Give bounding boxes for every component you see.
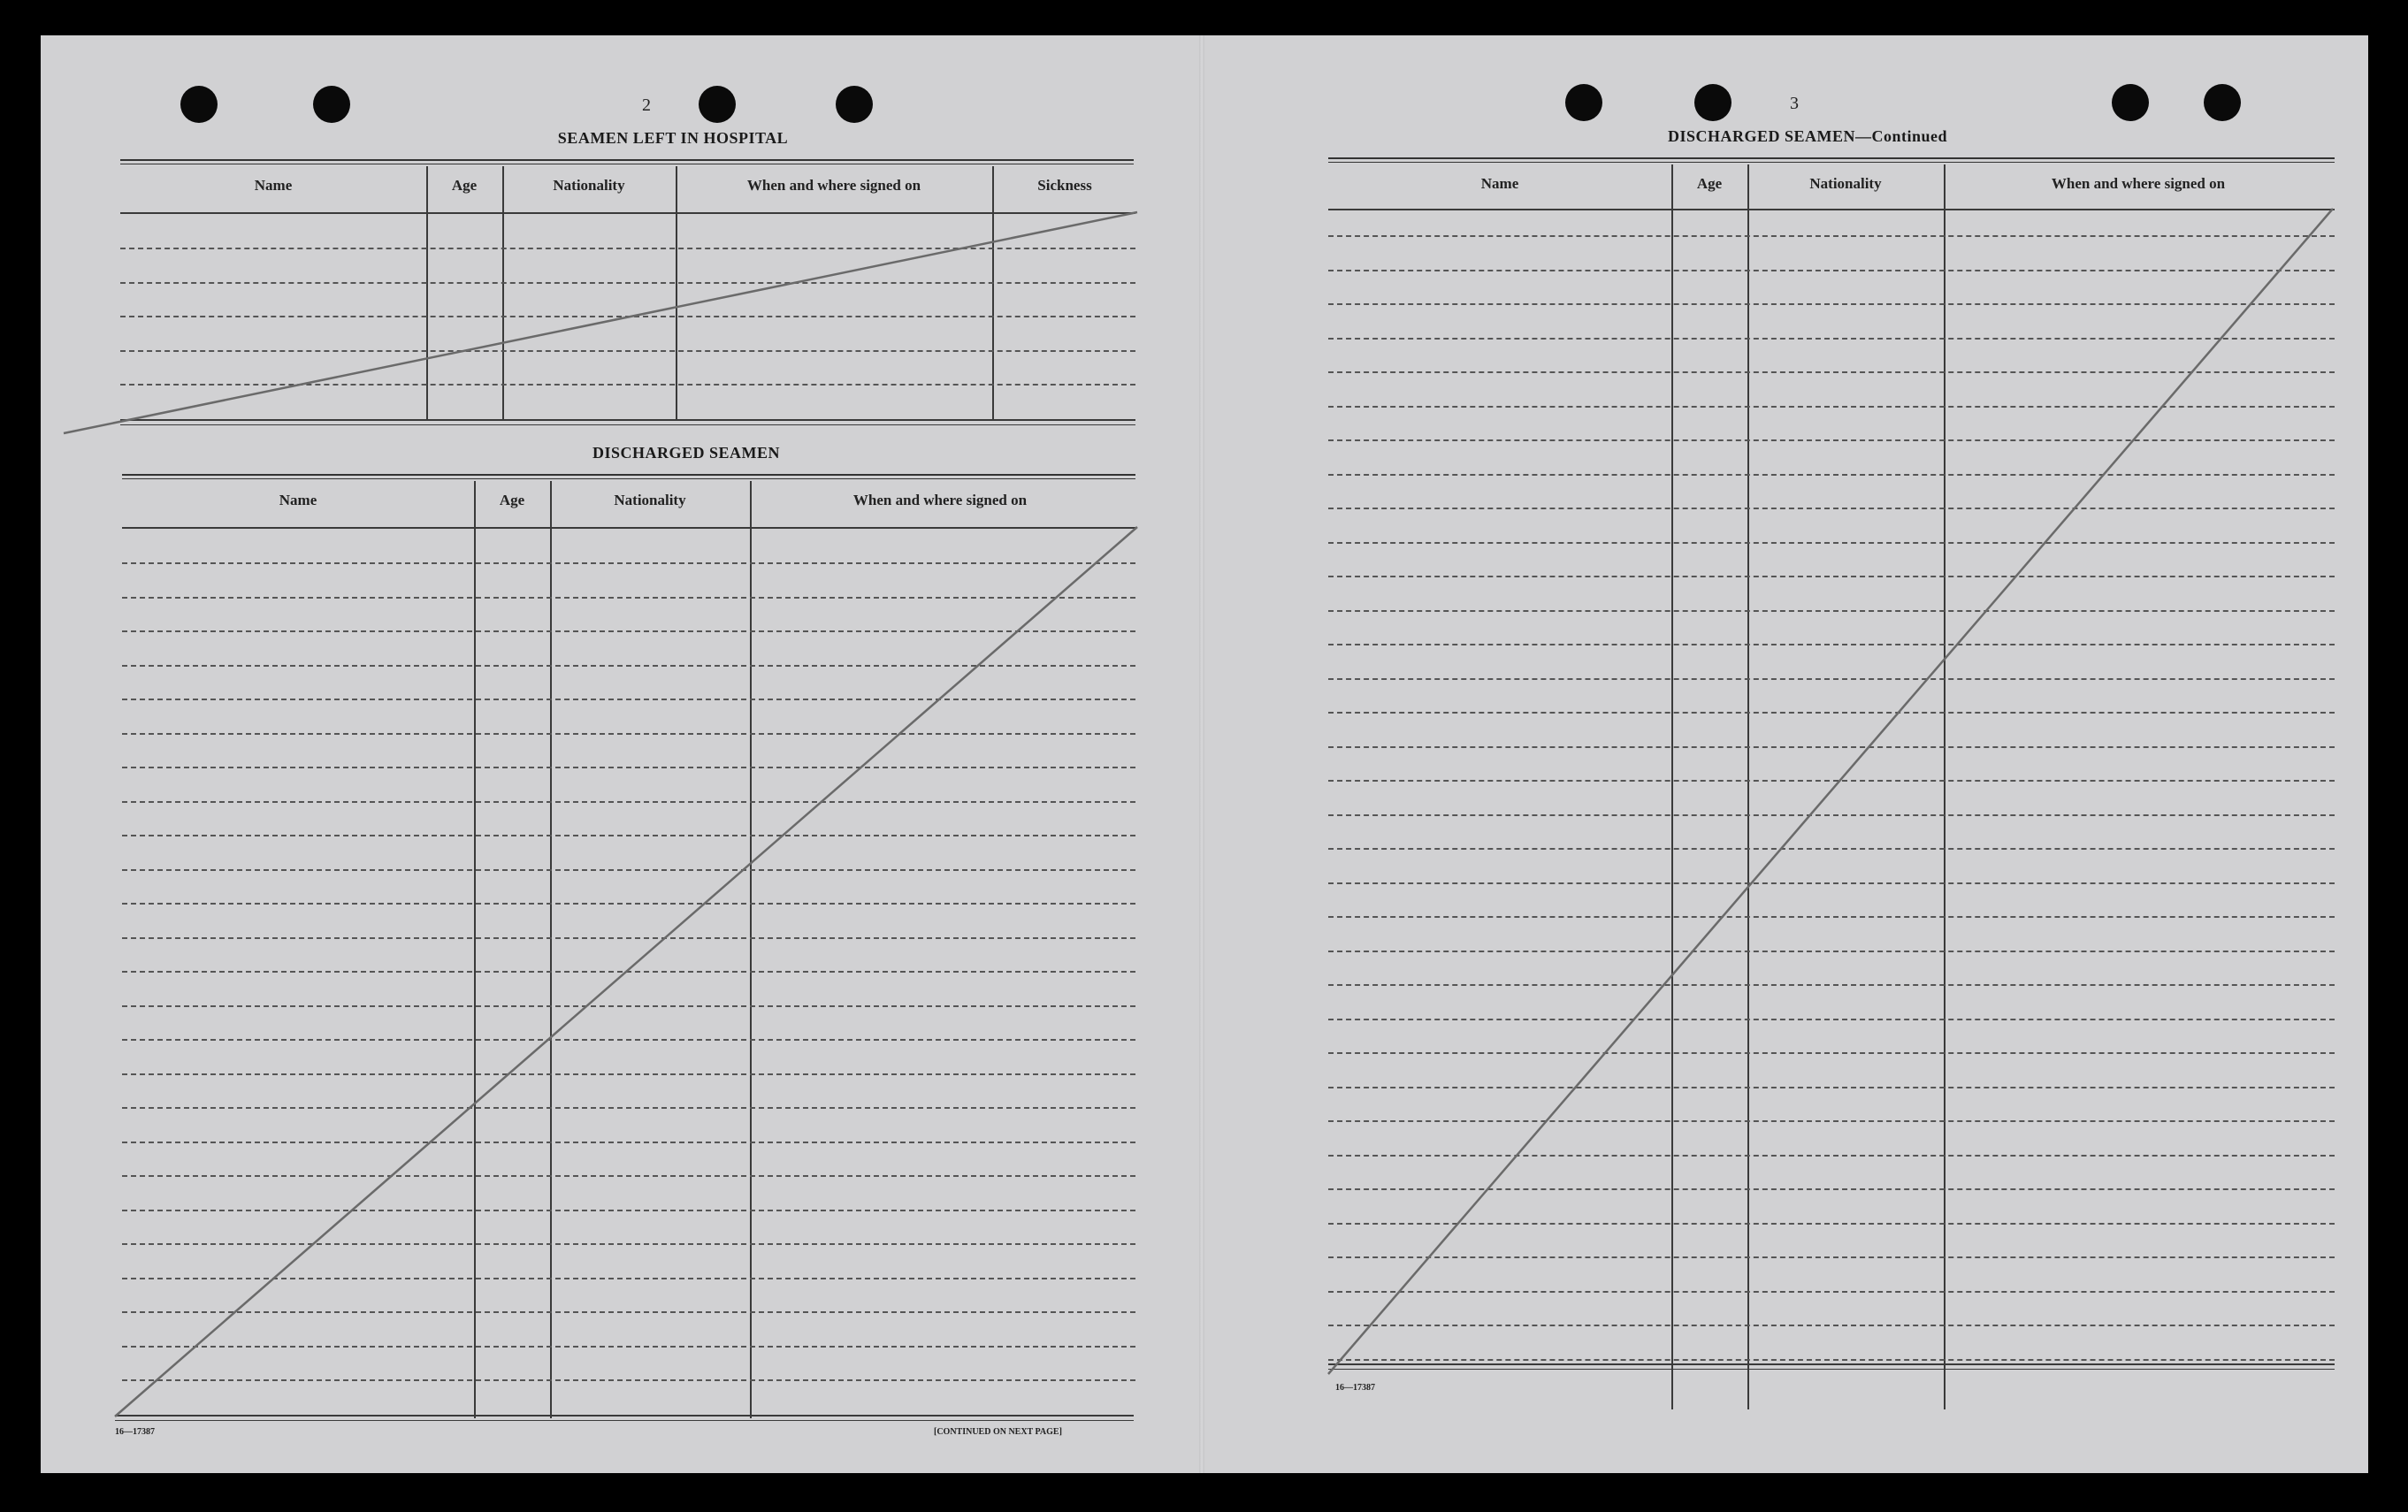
- column-header-age: Age: [1696, 175, 1723, 192]
- cancel-strikes: [41, 35, 1206, 1473]
- cancel-strikes: [1206, 35, 2368, 1473]
- title-suffix: —Continued: [1855, 127, 1948, 145]
- column-header-name: Name: [1480, 175, 1519, 192]
- right-page: [1206, 35, 2368, 1473]
- form-sheet: [41, 35, 2368, 1473]
- column-header-name: Name: [254, 177, 293, 194]
- section-title-hospital: SEAMEN LEFT IN HOSPITAL: [557, 129, 789, 147]
- column-header-signed-on: When and where signed on: [2051, 175, 2226, 192]
- cancel-strike-discharged-continued: [1328, 209, 2333, 1374]
- form-number: 16—17387: [1335, 1383, 1375, 1393]
- column-header-nationality: Nationality: [614, 492, 686, 508]
- page-number: 2: [642, 95, 651, 115]
- page-number: 3: [1790, 94, 1799, 113]
- column-header-signed-on: When and where signed on: [746, 177, 921, 194]
- page-fold: [1199, 35, 1204, 1473]
- column-header-age: Age: [451, 177, 478, 194]
- form-number: 16—17387: [115, 1427, 155, 1437]
- column-header-nationality: Nationality: [1809, 175, 1882, 192]
- title-main: DISCHARGED SEAMEN: [1667, 127, 1855, 145]
- column-header-age: Age: [499, 492, 525, 508]
- cancel-strike-discharged: [115, 527, 1137, 1417]
- column-header-sickness: Sickness: [1037, 177, 1092, 194]
- continued-note: [CONTINUED ON NEXT PAGE]: [934, 1427, 1062, 1437]
- column-header-name: Name: [279, 492, 317, 508]
- column-header-nationality: Nationality: [553, 177, 625, 194]
- column-header-signed-on: When and where signed on: [852, 492, 1028, 508]
- left-page: [41, 35, 1206, 1473]
- section-title-discharged: DISCHARGED SEAMEN: [592, 444, 781, 462]
- cancel-strike-hospital: [64, 212, 1137, 433]
